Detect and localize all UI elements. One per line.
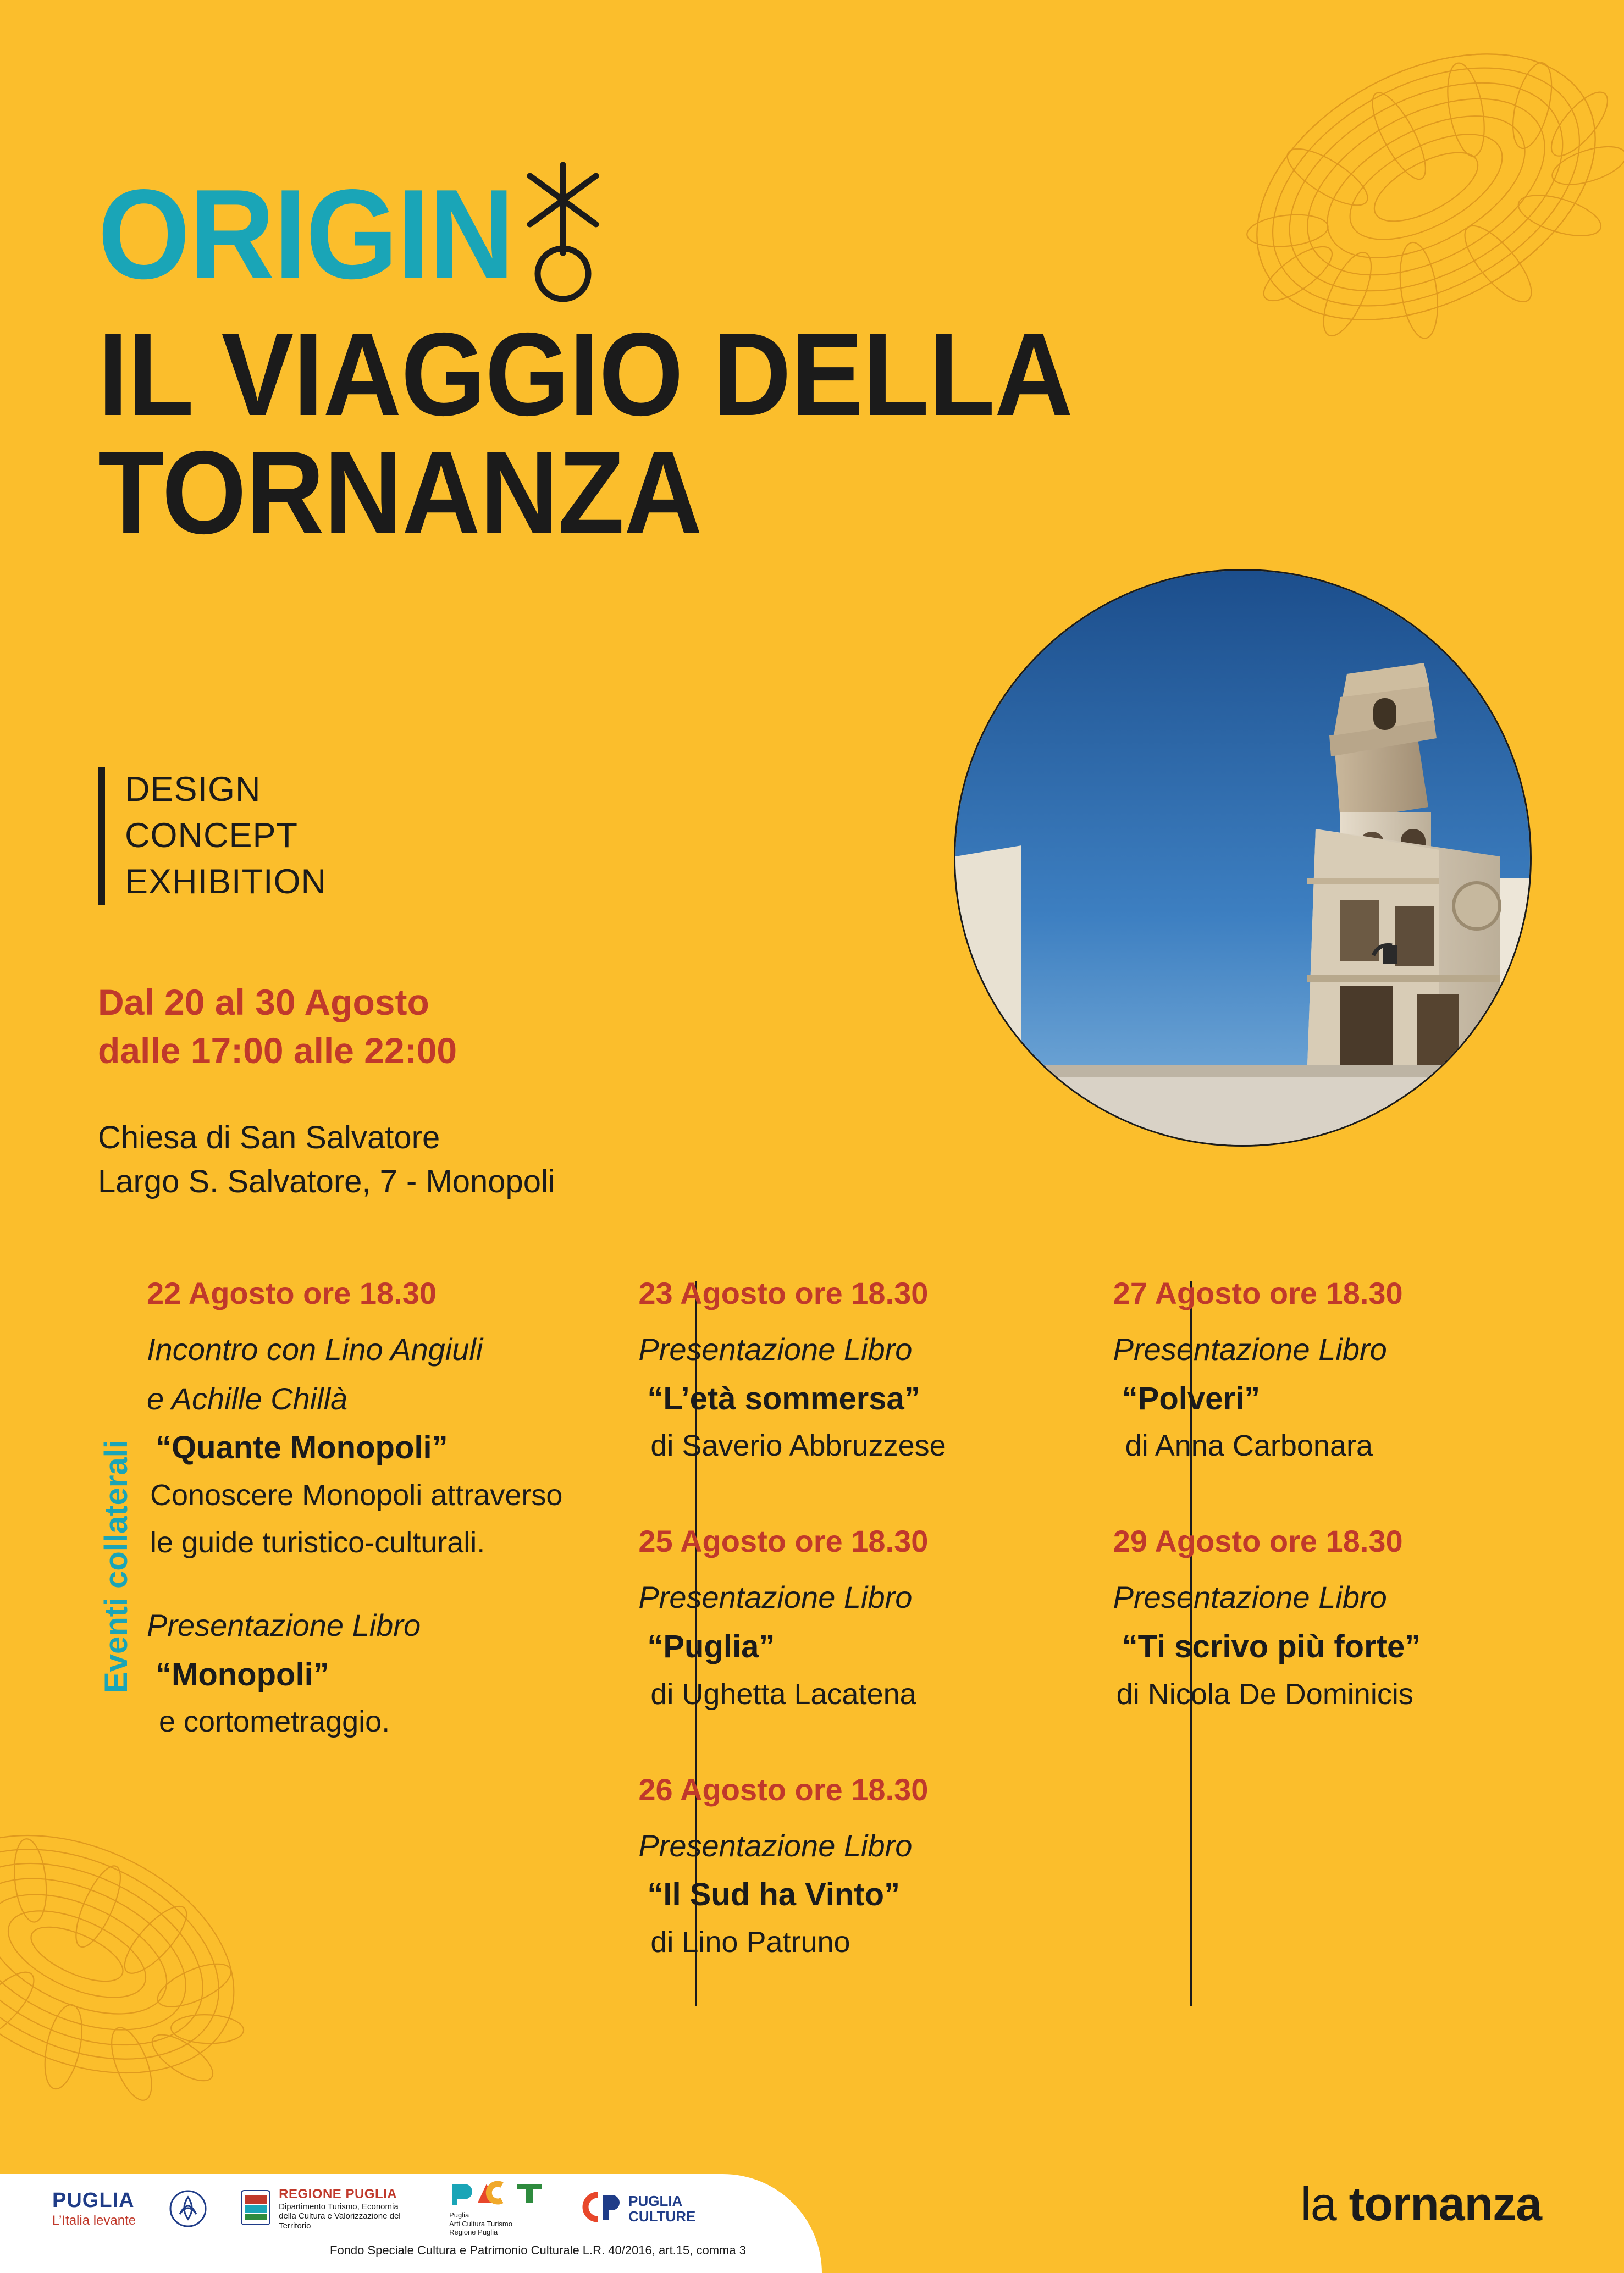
- subtitle-line-concept: CONCEPT: [125, 816, 299, 855]
- logo-puglia-subtitle: L’Italia levante: [52, 2213, 136, 2228]
- footer-funding-note: Fondo Speciale Cultura e Patrimonio Culturale L.R. 40/2016, art.15, comma 3: [330, 2243, 746, 2257]
- event-description-line: Presentazione Libro: [1113, 1332, 1387, 1367]
- subtitle-line-exhibition: EXHIBITION: [125, 862, 327, 901]
- event-title: “Il Sud ha Vinto”: [647, 1877, 901, 1913]
- title-line-2: TORNANZA: [98, 426, 702, 558]
- event-title: “Monopoli”: [156, 1656, 329, 1693]
- event-title: “Quante Monopoli”: [156, 1430, 448, 1466]
- event-item: [147, 1606, 578, 1741]
- event-date: 29 Agosto ore 18.30: [1113, 1524, 1403, 1559]
- church-photo: [954, 569, 1532, 1147]
- event-detail-line: di Nicola De Dominicis: [1116, 1677, 1413, 1711]
- event-date: 22 Agosto ore 18.30: [147, 1276, 437, 1310]
- logo-pact: [449, 2181, 548, 2237]
- event-title: “L’età sommersa”: [647, 1380, 920, 1417]
- event-description-line: Presentazione Libro: [638, 1332, 913, 1367]
- puglia-culture-line-2: CULTURE: [628, 2208, 696, 2225]
- regione-puglia-subtitle: Dipartimento Turismo, Economia della Cultura e Valorizzazione del Territorio: [279, 2202, 401, 2231]
- events-column-3: [1075, 1275, 1549, 1983]
- regione-puglia-text: [279, 2187, 416, 2230]
- puglia-culture-text: [628, 2193, 695, 2225]
- events-column-1: [147, 1275, 600, 1983]
- event-detail-line: di Lino Patruno: [650, 1925, 850, 1959]
- event-title: “Polveri”: [1122, 1380, 1261, 1417]
- event-item: [1113, 1275, 1549, 1465]
- brand-tornanza-word: tornanza: [1349, 2178, 1542, 2231]
- event-item: [638, 1523, 1074, 1713]
- event-item: [638, 1275, 1074, 1465]
- title-line-1: IL VIAGGIO DELLA: [98, 308, 1073, 440]
- subtitle-accent-bar: [98, 767, 105, 905]
- events-section-label: Eventi collaterali: [98, 1440, 134, 1693]
- venue-line-1: Chiesa di San Salvatore: [98, 1120, 440, 1155]
- poster-title: [98, 308, 1211, 558]
- subtitle-line-design: DESIGN: [125, 770, 261, 809]
- event-detail-line: di Saverio Abbruzzese: [650, 1429, 946, 1463]
- event-title: “Puglia”: [647, 1629, 775, 1665]
- event-date: 26 Agosto ore 18.30: [638, 1772, 929, 1807]
- exhibition-dates: [98, 978, 457, 1075]
- event-description-line: Presentazione Libro: [638, 1828, 913, 1863]
- event-description-line: Presentazione Libro: [638, 1580, 913, 1615]
- venue-line-2: Largo S. Salvatore, 7 - Monopoli: [98, 1164, 555, 1200]
- origin-row: [98, 165, 1307, 305]
- event-detail-line: di Anna Carbonara: [1125, 1429, 1373, 1463]
- event-date: 25 Agosto ore 18.30: [638, 1524, 929, 1559]
- subtitle-block: [98, 767, 327, 905]
- logo-puglia-title: PUGLIA: [52, 2189, 135, 2213]
- collateral-events-section: [98, 1275, 1549, 1983]
- event-title: “Ti scrivo più forte”: [1122, 1629, 1421, 1665]
- knot-logo-icon: [169, 2189, 207, 2228]
- brand-la-tornanza: [1301, 2177, 1542, 2232]
- footer-logo-row: [52, 2181, 695, 2237]
- event-detail-line: le guide turistico-culturali.: [150, 1526, 485, 1559]
- poster-headline-block: [98, 163, 1307, 558]
- event-description-line: Incontro con Lino Angiuli: [147, 1332, 483, 1367]
- logo-puglia: [52, 2190, 136, 2227]
- event-detail-line: Conoscere Monopoli attraverso: [150, 1478, 563, 1512]
- pact-mark-icon: [449, 2181, 548, 2209]
- events-column-2: [600, 1275, 1074, 1983]
- event-description-line: Presentazione Libro: [147, 1608, 421, 1643]
- dates-line-1: Dal 20 al 30 Agosto: [98, 982, 429, 1022]
- regione-puglia-crest-icon: [240, 2189, 271, 2228]
- event-date: 23 Agosto ore 18.30: [638, 1276, 929, 1310]
- puglia-culture-line-1: PUGLIA: [628, 2192, 683, 2209]
- asterisk-circle-icon: [516, 159, 610, 305]
- event-date: 27 Agosto ore 18.30: [1113, 1276, 1403, 1310]
- event-item: [147, 1275, 578, 1562]
- pact-subtitle: Puglia Arti Cultura Turismo Regione Puglia: [449, 2211, 512, 2237]
- brand-la: la: [1300, 2178, 1349, 2231]
- logo-puglia-culture: [581, 2192, 695, 2226]
- regione-puglia-title: REGIONE PUGLIA: [279, 2187, 397, 2202]
- puglia-culture-mark-icon: [581, 2192, 622, 2226]
- venue-address: [98, 1116, 555, 1204]
- subtitle-lines: [125, 767, 327, 905]
- logo-regione-puglia: [240, 2187, 416, 2230]
- event-description-line: Presentazione Libro: [1113, 1580, 1387, 1615]
- event-detail-line: di Ughetta Lacatena: [650, 1677, 916, 1711]
- origin-wordmark: ORIGIN: [98, 163, 514, 306]
- event-description-line: e Achille Chillà: [147, 1381, 348, 1416]
- event-item: [1113, 1523, 1549, 1713]
- dates-line-2: dalle 17:00 alle 22:00: [98, 1030, 457, 1071]
- event-item: [638, 1772, 1074, 1961]
- event-detail-line: e cortometraggio.: [159, 1705, 390, 1739]
